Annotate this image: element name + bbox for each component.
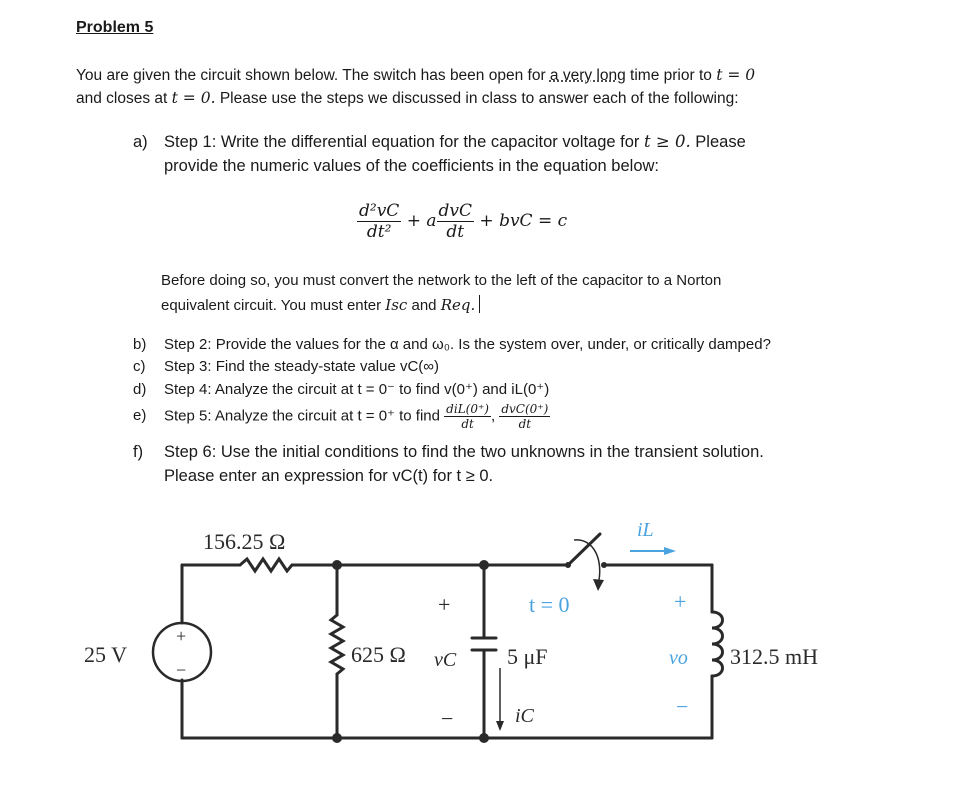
differential-equation: $\frac{\text{d²vC}}{\text{dt²}}$ + a $\frac{\text{dvC}}{dt}$ + bvC = c [359,201,568,242]
part-e: e) Step 5: Analyze the circuit at t = 0⁺ to find $\frac{\text{diL(0⁺)}}{dt}$ , $\frac{\text{dvC(0⁺)}}{dt}$ [133,402,549,431]
part-a-line-2: provide the numeric values of the coefficients in the equation below: [164,157,659,175]
eq-term-first-derivative: $\frac{\text{dvC}}{dt}$ [438,201,473,242]
label-5-uF: 5 μF [507,644,548,669]
inductor-symbol [712,612,723,676]
norton-note: Before doing so, you must convert the network to the left of the capacitor to a Norton equivalent circuit. You must enter Isc and Req. [161,272,722,314]
cap-minus: − [441,706,454,731]
part-b: b) Step 2: Provide the values for the α and ω₀. Is the system over, under, or critically damped? [133,336,771,353]
eq-term-second-derivative: $\frac{\text{d²vC}}{\text{dt²}}$ [359,201,400,242]
part-f: f) Step 6: Use the initial conditions to find the two unknowns in the transient solution. Please enter an expression for vC(t) for t ≥ 0. [133,443,764,485]
cap-plus: + [438,592,451,617]
part-d: d) Step 4: Analyze the circuit at t = 0⁻ to find v(0⁺) and iL(0⁺) [133,381,550,398]
label-ic: iC [515,705,534,727]
intro-line-1: You are given the circuit shown below. The switch has been open for a very long time prior to t = 0 [76,66,756,84]
node-bottom-2 [479,733,489,743]
emphasis-very-long: a very long [549,67,626,84]
resistor-156-symbol [240,559,292,571]
circuit-diagram [0,500,968,787]
node-top-2 [479,560,489,570]
node-top-1 [332,560,342,570]
part-a [133,130,746,178]
part-c: c) Step 3: Find the steady-state value vC(∞) [133,358,439,375]
label-vc: vC [434,649,457,671]
part-a-line-1: a) Step 1: Write the differential equation for the capacitor voltage for t ≥ 0. Please [133,130,746,154]
label-312-mH: 312.5 mH [730,644,818,669]
label-vo: vo [669,647,688,669]
switch-blade [568,534,600,565]
text-cursor [479,295,480,313]
intro-line-2: and closes at t = 0. Please use the steps we discussed in class to answer each of the following: [76,89,739,107]
source-plus: + [176,626,187,646]
problem-title: Problem 5 [76,19,154,36]
switch-pivot [565,562,571,568]
node-bottom-1 [332,733,342,743]
ic-arrowhead [496,721,504,731]
label-il: iL [637,519,654,541]
label-625-ohm: 625 Ω [351,642,406,667]
switch-arrowhead [593,579,604,591]
inductor-minus: − [676,694,689,719]
frac-diL: $\frac{\text{diL(0⁺)}}{dt}$ [446,402,489,431]
problem-intro [76,64,755,110]
frac-dvC: $\frac{\text{dvC(0⁺)}}{dt}$ [501,402,549,431]
source-minus: − [176,660,187,680]
inductor-plus: + [674,589,687,614]
switch-contact [601,562,607,568]
resistor-625-symbol [331,615,343,674]
label-25-volt: 25 V [84,642,127,667]
label-switch-time: t = 0 [529,592,570,617]
il-arrowhead [664,547,676,555]
part-a-label: a) [133,133,148,151]
label-156-ohm: 156.25 Ω [203,529,286,554]
